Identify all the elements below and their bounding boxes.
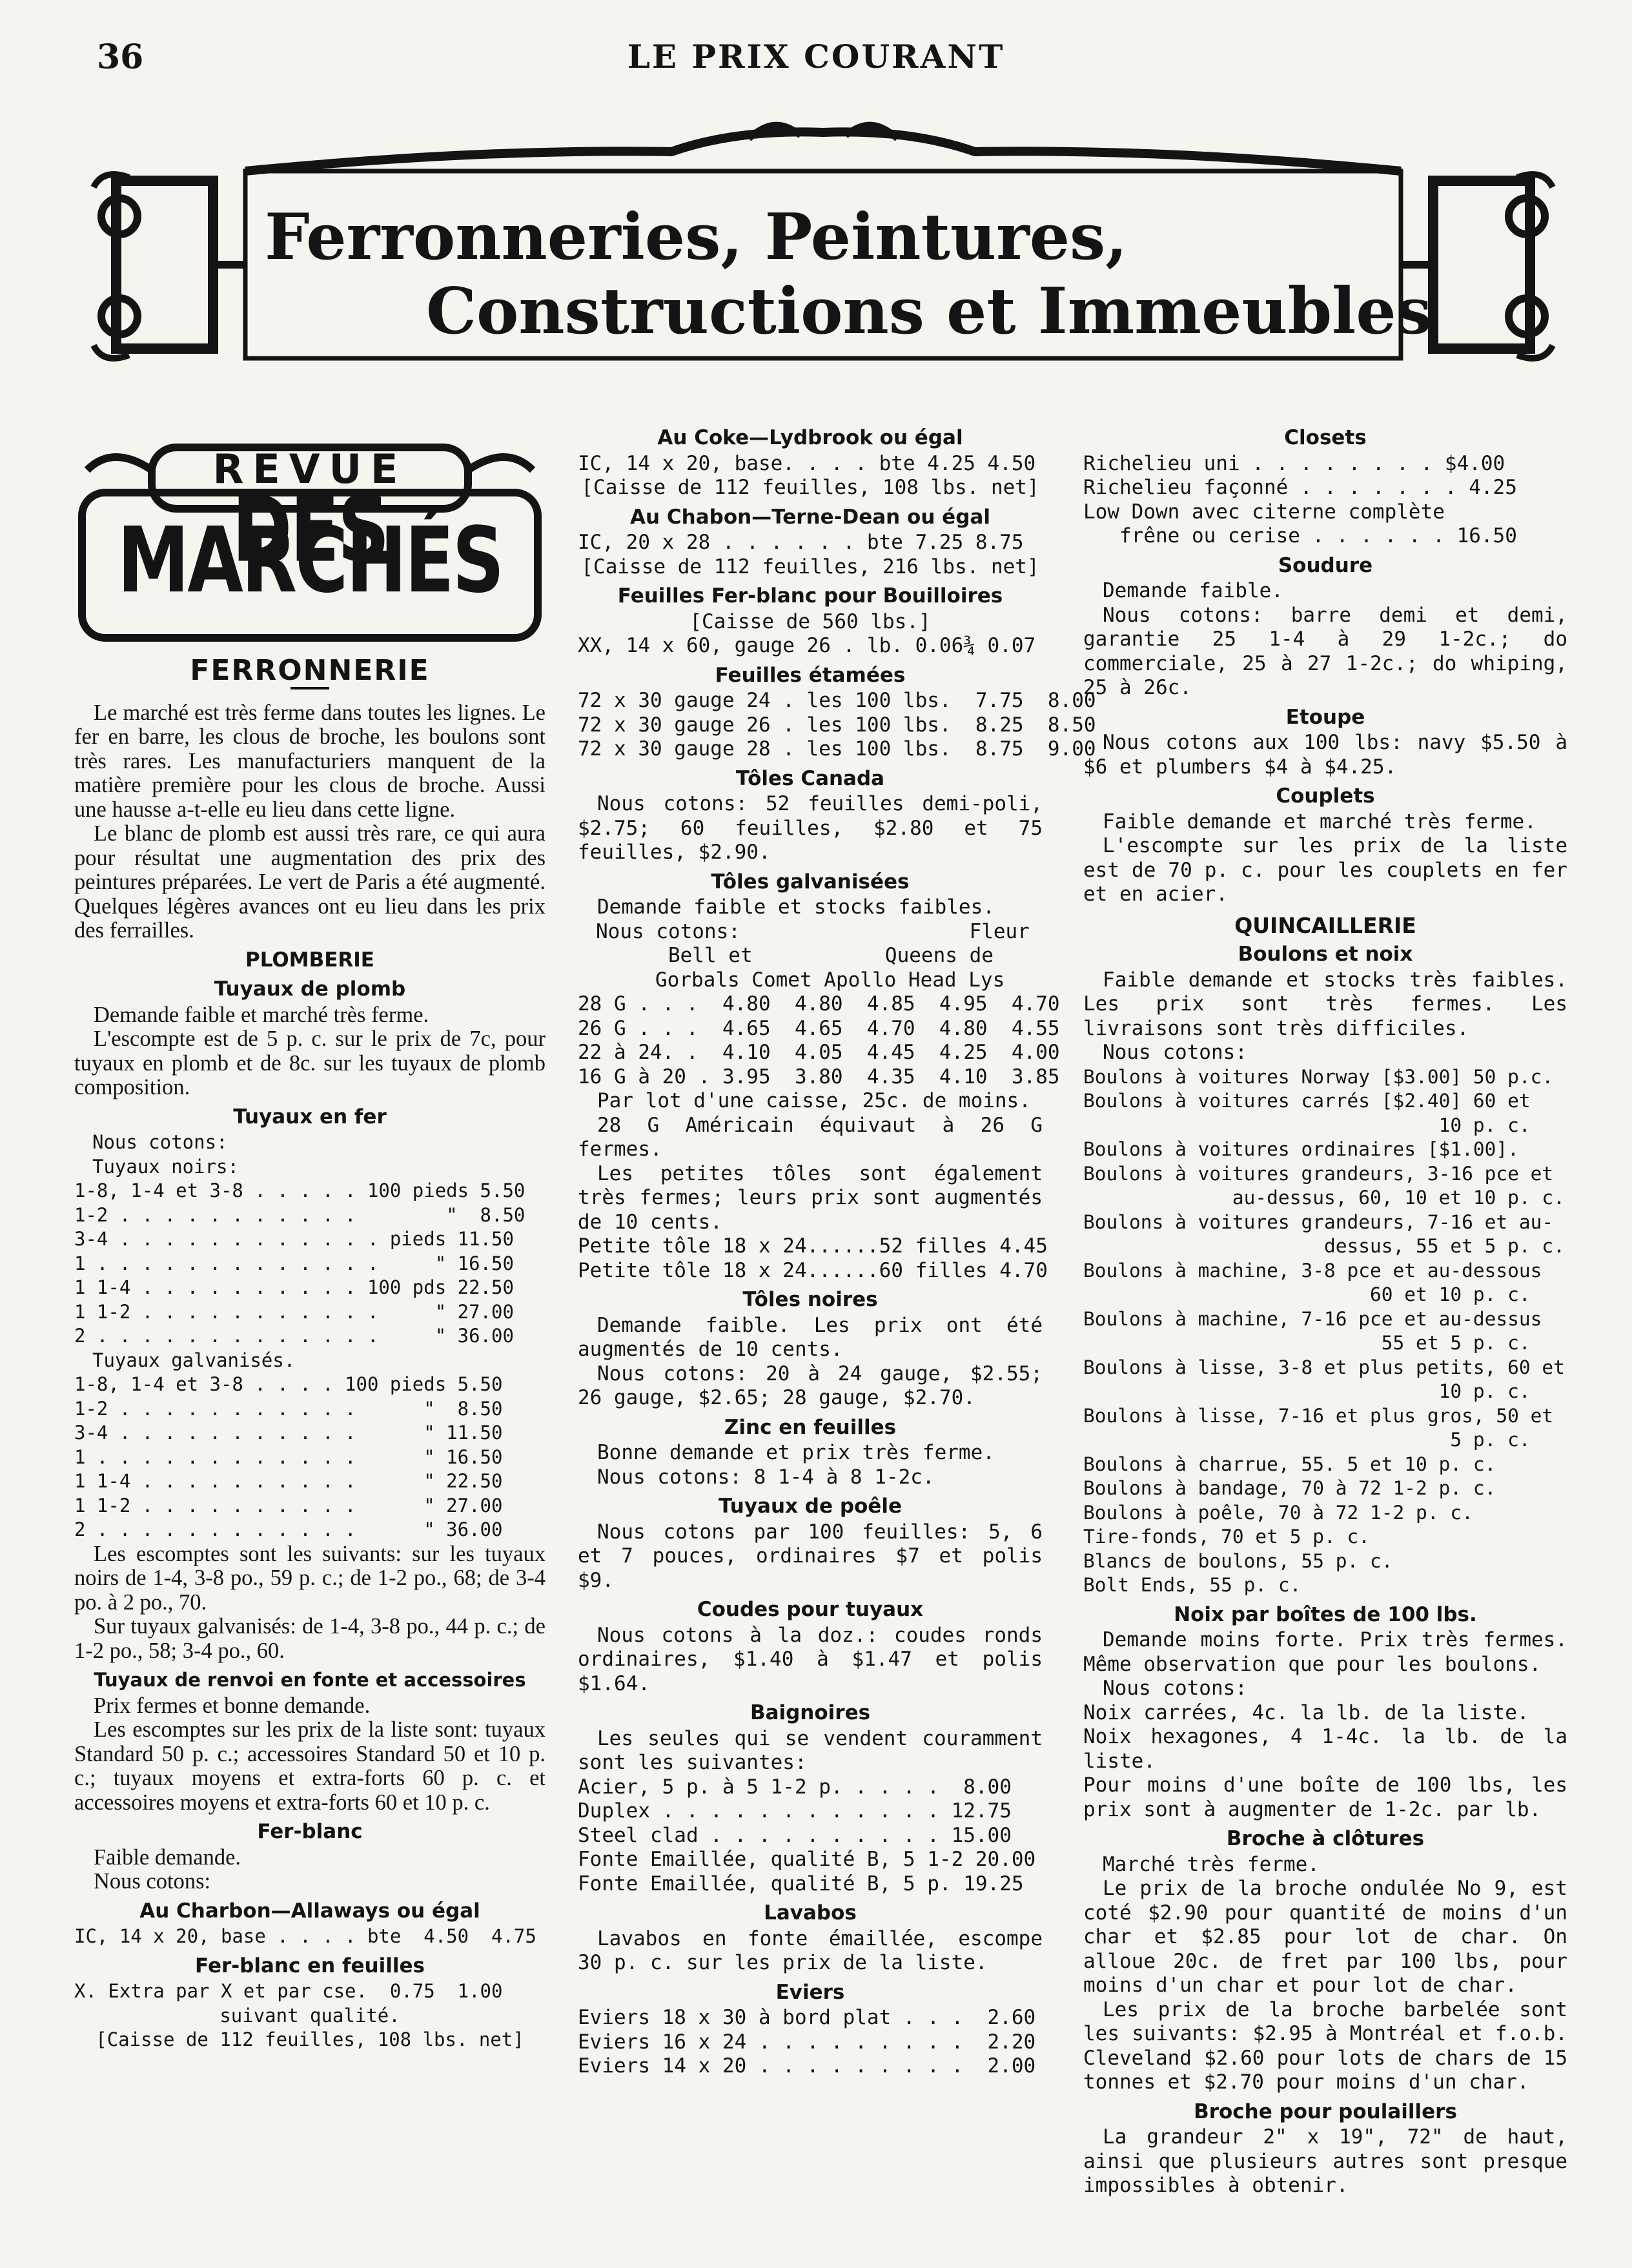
price-line: 72 x 30 gauge 28 . les 100 lbs. 8.75 9.00 xyxy=(578,737,1096,761)
paragraph: Nous cotons: 52 feuilles demi-poli, $2.75; 60 feuilles, $2.80 et 75 feuilles, $2.90. xyxy=(578,792,1043,864)
price-line: Boulons à voitures grandeurs, 7-16 et au- xyxy=(1083,1211,1554,1233)
column-2 xyxy=(578,426,1096,2079)
price-line: frêne ou cerise . . . . . . 16.50 xyxy=(1083,524,1517,547)
price-line: 1 1-2 . . . . . . . . . . . " 27.00 xyxy=(74,1300,514,1323)
price-line: Steel clad . . . . . . . . . . 15.00 xyxy=(578,1823,1012,1847)
heading-closets: Closets xyxy=(1284,426,1367,449)
price-line: IC, 14 x 20, base. . . . bte 4.25 4.50 xyxy=(578,451,1036,475)
price-line: Boulons à voitures Norway [$3.00] 50 p.c. xyxy=(1083,1065,1554,1088)
paragraph: Prix fermes et bonne demande. xyxy=(94,1693,371,1718)
price-line: 28 G . . . 4.80 4.80 4.85 4.95 4.70 xyxy=(578,992,1060,1016)
price-line: Blancs de boulons, 55 p. c. xyxy=(1083,1549,1393,1572)
price-line: Richelieu uni . . . . . . . . $4.00 xyxy=(1083,451,1505,475)
banner-title-line2: Constructions et Immeubles xyxy=(426,274,1432,349)
table-header: Nous cotons: Fleur xyxy=(596,919,1030,943)
logo-word-des-marches: DES MARCHÉS xyxy=(117,477,503,613)
heading-couplets: Couplets xyxy=(1276,784,1375,808)
heading-toles-canada: Tôles Canada xyxy=(735,766,885,790)
price-line: 1-8, 1-4 et 3-8 . . . . . 100 pieds 5.50 xyxy=(74,1180,525,1201)
heading-plomberie: PLOMBERIE xyxy=(245,948,374,972)
paragraph: Nous cotons: barre demi et demi, garantie 25 1-4 à 29 1-2c.; do commerciale, 25 à 27 1-2c.; do whiping, 25 à 26c. xyxy=(1083,603,1567,699)
price-line: 10 p. c. xyxy=(1083,1380,1531,1402)
heading-zinc: Zinc en feuilles xyxy=(724,1415,897,1439)
price-line: Boulons à bandage, 70 à 72 1-2 p. c. xyxy=(1083,1477,1496,1499)
paragraph: Demande faible et stocks faibles. xyxy=(597,895,995,919)
banner-title-line1: Ferronneries, Peintures, xyxy=(265,200,1128,274)
price-line: 10 p. c. xyxy=(1083,1114,1531,1136)
price-line: Duplex . . . . . . . . . . . . 12.75 xyxy=(578,1799,1012,1823)
price-line: Tuyaux galvanisés. xyxy=(92,1349,296,1371)
paragraph: Faible demande et marché très ferme. xyxy=(1103,810,1536,833)
price-line: XX, 14 x 60, gauge 26 . lb. 0.06¾ 0.07 xyxy=(578,634,1036,657)
paragraph: Demande moins forte. Prix très fermes. Même observation que pour les boulons. xyxy=(1083,1628,1567,1676)
price-line: Boulons à machine, 7-16 pce et au-dessus xyxy=(1083,1307,1542,1330)
price-line: 1-2 . . . . . . . . . . . " 8.50 xyxy=(74,1397,503,1420)
price-line: X. Extra par X et par cse. 0.75 1.00 xyxy=(74,1980,503,2002)
price-line: 1-2 . . . . . . . . . . . " 8.50 xyxy=(74,1203,525,1226)
paragraph: Nous cotons: xyxy=(94,1869,211,1894)
price-line: 60 et 10 p. c. xyxy=(1083,1283,1531,1305)
paragraph: Nous cotons: xyxy=(1103,1041,1247,1064)
heading-coudes: Coudes pour tuyaux xyxy=(697,1598,924,1621)
paragraph: 28 G Américain équivaut à 26 G fermes. xyxy=(578,1113,1043,1161)
paragraph: Demande faible. xyxy=(1103,579,1283,602)
price-line: Low Down avec citerne complète xyxy=(1083,500,1445,524)
price-line: Richelieu façonné . . . . . . . 4.25 xyxy=(1083,476,1517,499)
heading-eviers: Eviers xyxy=(775,1980,845,2004)
paragraph: Bonne demande et prix très ferme. xyxy=(597,1441,995,1464)
paragraph: Nous cotons: 20 à 24 gauge, $2.55; 26 gauge, $2.65; 28 gauge, $2.70. xyxy=(578,1362,1043,1409)
logo-word-revue: REVUE xyxy=(212,445,407,493)
heading-lavabos: Lavabos xyxy=(764,1901,857,1925)
heading-noix: Noix par boîtes de 100 lbs. xyxy=(1174,1602,1477,1626)
price-line: 2 . . . . . . . . . . . . " 36.00 xyxy=(74,1518,503,1540)
heading-broche-a-clotures: Broche à clôtures xyxy=(1226,1827,1425,1850)
price-line: 1 1-4 . . . . . . . . . . 100 pds 22.50 xyxy=(74,1276,514,1298)
table-header: Gorbals Comet Apollo Head Lys xyxy=(655,968,1005,992)
heading-feuilles-bouilloires: Feuilles Fer-blanc pour Bouilloires xyxy=(617,584,1003,608)
page-number: 36 xyxy=(97,37,144,77)
price-line: 1 1-4 . . . . . . . . . . " 22.50 xyxy=(74,1470,503,1492)
heading-tuyaux-de-poele: Tuyaux de poêle xyxy=(719,1495,902,1518)
price-line: Boulons à voitures ordinaires [$1.00]. xyxy=(1083,1138,1519,1160)
price-line: 3-4 . . . . . . . . . . . " 11.50 xyxy=(74,1422,503,1444)
price-line: [Caisse de 112 feuilles, 108 lbs. net] xyxy=(96,2028,524,2050)
paragraph: Le prix de la broche ondulée No 9, est coté $2.90 pour quantité de moins d'un char et $2.85 pour lot de char. On alloue 20c. de fret par 100 lbs, pour moins d'un char et pour lot de char. xyxy=(1083,1877,1567,1997)
paragraph: Les seules qui se vendent couramment sont les suivantes: xyxy=(578,1726,1043,1774)
column-1 xyxy=(74,426,546,2052)
price-line: Boulons à machine, 3-8 pce et au-dessous xyxy=(1083,1259,1542,1282)
price-line: 72 x 30 gauge 26 . les 100 lbs. 8.25 8.50 xyxy=(578,713,1096,737)
running-head: LE PRIX COURANT xyxy=(627,37,1005,76)
revue-des-marches-logo xyxy=(74,431,546,644)
price-line: au-dessus, 60, 10 et 10 p. c. xyxy=(1083,1187,1565,1209)
heading-tuyaux-de-renvoi: Tuyaux de renvoi en fonte et accessoires xyxy=(94,1669,526,1691)
price-line: IC, 20 x 28 . . . . . . bte 7.25 8.75 xyxy=(578,531,1024,554)
price-line: 22 à 24. . 4.10 4.05 4.45 4.25 4.00 xyxy=(578,1041,1060,1064)
heading-au-charbon: Au Charbon—Allaways ou égal xyxy=(139,1899,480,1923)
heading-tuyaux-de-plomb: Tuyaux de plomb xyxy=(214,977,406,1001)
price-line: Petite tôle 18 x 24......60 filles 4.70 xyxy=(578,1258,1048,1282)
price-line: 3-4 . . . . . . . . . . . . pieds 11.50 xyxy=(74,1228,514,1250)
paragraph: Nous cotons: 8 1-4 à 8 1-2c. xyxy=(597,1465,935,1489)
price-line: Tuyaux noirs: xyxy=(92,1155,239,1178)
price-line: 2 . . . . . . . . . . . . . " 36.00 xyxy=(74,1325,514,1347)
price-line: [Caisse de 560 lbs.] xyxy=(689,609,931,633)
price-line: Acier, 5 p. à 5 1-2 p. . . . . 8.00 xyxy=(578,1775,1012,1799)
price-line: Boulons à voitures carrés [$2.40] 60 et xyxy=(1083,1090,1531,1112)
heading-tuyaux-en-fer: Tuyaux en fer xyxy=(233,1105,387,1129)
price-line: Boulons à poêle, 70 à 72 1-2 p. c. xyxy=(1083,1501,1473,1524)
paragraph: Les petites tôles sont également très fermes; leurs prix sont augmentés de 10 cents. xyxy=(578,1161,1043,1234)
paragraph: Les escomptes sur les prix de la liste sont: tuyaux Standard 50 p. c.; accessoires Standard 50 et 10 p. c.; tuyaux moyens et extra-forts 60 p. c. et accessoires moyens et extra-forts 60 et 10 p. c. xyxy=(74,1717,546,1815)
price-line: Nous cotons: xyxy=(92,1131,228,1153)
heading-baignoires: Baignoires xyxy=(750,1701,871,1724)
price-line: Eviers 14 x 20 . . . . . . . . . 2.00 xyxy=(578,2054,1036,2078)
price-line: 1 1-2 . . . . . . . . . . " 27.00 xyxy=(74,1494,503,1517)
heading-fer-blanc: Fer-blanc xyxy=(257,1820,363,1843)
column-3 xyxy=(1083,426,1567,2198)
paragraph: L'escompte sur les prix de la liste est de 70 p. c. pour les couplets en fer et en acier. xyxy=(1083,834,1567,906)
paragraph: Marché très ferme. xyxy=(1103,1852,1320,1876)
price-line: 72 x 30 gauge 24 . les 100 lbs. 7.75 8.00 xyxy=(578,689,1096,712)
section-title-ferronnerie: FERRONNERIE xyxy=(190,654,430,687)
paragraph: Le blanc de plomb est aussi très rare, ce qui aura pour résultat une augmentation des prix des peintures préparées. Le vert de Paris a été augmenté. Quelques légères avances ont eu lieu dans les prix des ferrailles. xyxy=(74,821,546,943)
paragraph: Demande faible. Les prix ont été augmentés de 10 cents. xyxy=(578,1313,1043,1361)
section-rule xyxy=(291,687,329,690)
price-line: Boulons à voitures grandeurs, 3-16 pce et xyxy=(1083,1162,1554,1185)
heading-quincaillerie: QUINCAILLERIE xyxy=(1234,912,1416,938)
paragraph: Lavabos en fonte émaillée, escompe 30 p. c. sur les prix de la liste. xyxy=(578,1926,1043,1974)
heading-toles-galvanisees: Tôles galvanisées xyxy=(711,870,910,894)
paragraph: Les escomptes sont les suivants: sur les tuyaux noirs de 1-4, 3-8 po., 59 p. c.; de 1-2 po., 68; de 3-4 po. à 2 po., 70. xyxy=(74,1541,546,1615)
heading-broche-pour-poulaillers: Broche pour poulaillers xyxy=(1194,2099,1457,2123)
price-line: 16 G à 20 . 3.95 3.80 4.35 4.10 3.85 xyxy=(578,1065,1060,1088)
price-line: Boulons à charrue, 55. 5 et 10 p. c. xyxy=(1083,1453,1496,1475)
heading-etoupe: Etoupe xyxy=(1285,705,1365,729)
price-line: Boulons à lisse, 7-16 et plus gros, 50 et xyxy=(1083,1404,1554,1427)
heading-toles-noires: Tôles noires xyxy=(742,1288,878,1311)
paragraph: Pour moins d'une boîte de 100 lbs, les prix sont à augmenter de 1-2c. par lb. xyxy=(1083,1773,1567,1821)
paragraph: Faible demande. xyxy=(94,1844,241,1870)
price-line: Fonte Emaillée, qualité B, 5 p. 19.25 xyxy=(578,1872,1024,1895)
paragraph: Le marché est très ferme dans toutes les lignes. Le fer en barre, les clous de broche, les boulons sont très rares. Les manufacturiers manquent de la matière première pour les clous de broche. Aussi une hausse a-t-elle eu lieu dans cette ligne. xyxy=(74,700,546,822)
price-line: [Caisse de 112 feuilles, 216 lbs. net] xyxy=(581,555,1039,578)
price-line: Bolt Ends, 55 p. c. xyxy=(1083,1574,1301,1596)
paragraph: Sur tuyaux galvanisés: de 1-4, 3-8 po., 44 p. c.; de 1-2 po., 58; 3-4 po., 60. xyxy=(74,1614,546,1663)
heading-au-chabon: Au Chabon—Terne-Dean ou égal xyxy=(630,505,990,529)
price-line: 26 G . . . 4.65 4.65 4.70 4.80 4.55 xyxy=(578,1016,1060,1040)
table-header: Bell et Queens de xyxy=(596,944,994,967)
price-line: 1 . . . . . . . . . . . . . " 16.50 xyxy=(74,1252,514,1274)
heading-boulons-et-noix: Boulons et noix xyxy=(1238,943,1413,966)
title-banner xyxy=(90,110,1556,394)
heading-soudure: Soudure xyxy=(1278,553,1373,577)
paragraph: Nous cotons aux 100 lbs: navy $5.50 à $6 et plumbers $4 à $4.25. xyxy=(1083,731,1567,779)
paragraph: Par lot d'une caisse, 25c. de moins. xyxy=(597,1089,1031,1112)
paragraph: Nous cotons par 100 feuilles: 5, 6 et 7 pouces, ordinaires $7 et polis $9. xyxy=(578,1520,1043,1592)
paragraph: Demande faible et marché très ferme. xyxy=(94,1002,429,1027)
price-line: suivant qualité. xyxy=(219,2004,400,2027)
heading-feuilles-etamees: Feuilles étamées xyxy=(715,663,906,687)
price-line: 55 et 5 p. c. xyxy=(1083,1332,1531,1354)
price-line: IC, 14 x 20, base . . . . bte 4.50 4.75 xyxy=(74,1925,536,1947)
price-line: [Caisse de 112 feuilles, 108 lbs. net] xyxy=(581,476,1039,499)
heading-fer-blanc-en-feuilles: Fer-blanc en feuilles xyxy=(195,1954,425,1977)
paragraph: Nous cotons à la doz.: coudes ronds ordinaires, $1.40 à $1.47 et polis $1.64. xyxy=(578,1623,1043,1695)
paragraph: La grandeur 2" x 19", 72" de haut, ainsi que plusieurs autres sont presque impossibles à obtenir. xyxy=(1083,2125,1567,2197)
heading-au-coke: Au Coke—Lydbrook ou égal xyxy=(657,426,963,449)
paragraph: Les prix de la broche barbelée sont les suivants: $2.95 à Montréal et f.o.b. Cleveland $2.60 pour lots de chars de 15 tonnes et $2.70 pour moins d'un char. xyxy=(1083,1997,1567,2094)
paragraph: L'escompte est de 5 p. c. sur le prix de 7c, pour tuyaux en plomb et de 8c. sur les tuyaux de plomb composition. xyxy=(74,1027,546,1099)
price-line: Fonte Emaillée, qualité B, 5 1-2 20.00 xyxy=(578,1848,1036,1871)
price-list xyxy=(74,1130,546,1542)
paragraph: Faible demande et stocks très faibles. Les prix sont très fermes. Les livraisons sont très difficiles. xyxy=(1083,968,1567,1040)
price-line: dessus, 55 et 5 p. c. xyxy=(1083,1235,1565,1257)
price-line: Eviers 16 x 24 . . . . . . . . . 2.20 xyxy=(578,2030,1036,2054)
price-line: Eviers 18 x 30 à bord plat . . . 2.60 xyxy=(578,2006,1036,2029)
price-line: Boulons à lisse, 3-8 et plus petits, 60 et xyxy=(1083,1356,1565,1378)
price-line: 5 p. c. xyxy=(1083,1429,1531,1451)
paragraph: Noix hexagones, 4 1-4c. la lb. de la liste. xyxy=(1083,1725,1567,1773)
paragraph: Noix carrées, 4c. la lb. de la liste. xyxy=(1083,1701,1529,1724)
price-line: 1-8, 1-4 et 3-8 . . . . 100 pieds 5.50 xyxy=(74,1373,503,1395)
price-line: 1 . . . . . . . . . . . . " 16.50 xyxy=(74,1446,503,1468)
paragraph: Nous cotons: xyxy=(1103,1677,1247,1700)
price-line: Tire-fonds, 70 et 5 p. c. xyxy=(1083,1526,1371,1548)
price-line: Petite tôle 18 x 24......52 filles 4.45 xyxy=(578,1234,1048,1258)
price-list xyxy=(1083,1065,1567,1598)
